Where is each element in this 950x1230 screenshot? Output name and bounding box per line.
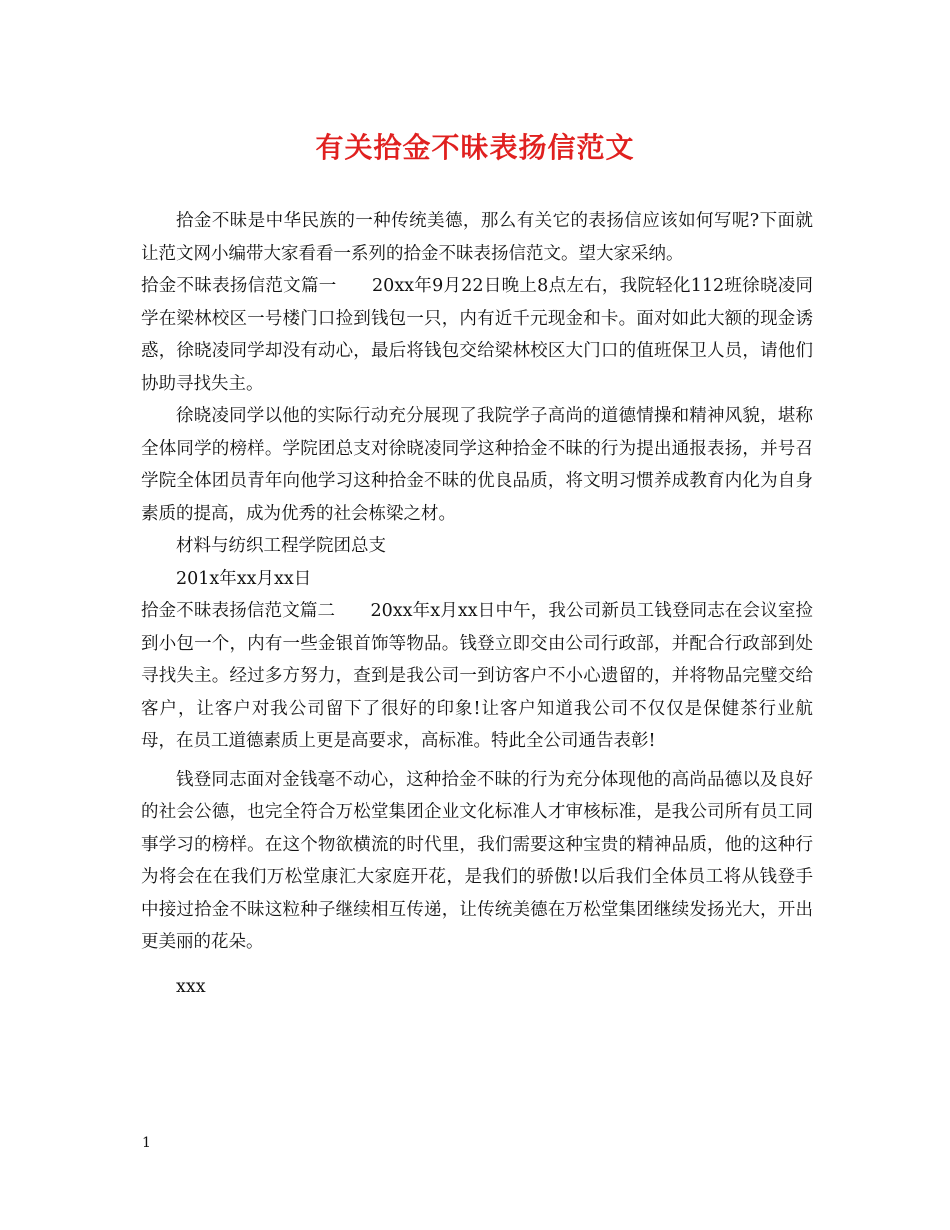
signature-organization: 材料与纺织工程学院团总支 <box>176 536 386 556</box>
sample-one-paragraph: 拾金不昧表扬信范文篇一 20xx年9月22日晚上8点左右，我院轻化112班徐晓凌同学在梁林校区一号楼门口捡到钱包一只，内有近千元现金和卡。面对如此大额的现金诱惑，徐晓凌同学却没有动心，最后将钱包交给梁林校区大门口的值班保卫人员，请他们协助寻找失主。 <box>141 276 813 394</box>
signature-name: xxx <box>176 976 206 997</box>
sample-two-praise-paragraph: 钱登同志面对金钱毫不动心，这种拾金不昧的行为充分体现他的高尚品德以及良好的社会公德，也完全符合万松堂集团企业文化标准人才审核标准，是我公司所有员工同事学习的榜样。在这个物欲横流的时代里，我们需要这种宝贵的精神品质，他的这种行为将会在在我们万松堂康汇大家庭开花，是我们的骄傲!以后我们全体员工将从钱登手中接过拾金不昧这粒种子继续相互传递，让传统美德在万松堂集团继续发扬光大，开出更美丽的花朵。 <box>141 769 813 952</box>
page-number: 1 <box>142 1135 151 1151</box>
sample-two-paragraph: 拾金不昧表扬信范文篇二 20xx年x月xx日中午，我公司新员工钱登同志在会议室捡到小包一个，内有一些金银首饰等物品。钱登立即交由公司行政部，并配合行政部到处寻找失主。经过多方努力，查到是我公司一到访客户不小心遗留的，并将物品完璧交给客户，让客户对我公司留下了很好的印象!让客户知道我公司不仅仅是保健茶行业航母，在员工道德素质上更是高要求，高标准。特此全公司通告表彰! <box>141 601 813 751</box>
document-title: 有关拾金不昧表扬信范文 <box>315 131 635 164</box>
intro-paragraph: 拾金不昧是中华民族的一种传统美德，那么有关它的表扬信应该如何写呢?下面就让范文网小编带大家看看一系列的拾金不昧表扬信范文。望大家采纳。 <box>141 211 813 264</box>
document-body <box>141 205 813 1003</box>
sample-one-praise-paragraph: 徐晓凌同学以他的实际行动充分展现了我院学子高尚的道德情操和精神风貌，堪称全体同学的榜样。学院团总支对徐晓凌同学这种拾金不昧的行为提出通报表扬，并号召学院全体团员青年向他学习这种拾金不昧的优良品质，将文明习惯养成教育内化为自身素质的提高，成为优秀的社会栋梁之材。 <box>141 406 813 524</box>
signature-date: 201x年xx月xx日 <box>176 568 312 589</box>
